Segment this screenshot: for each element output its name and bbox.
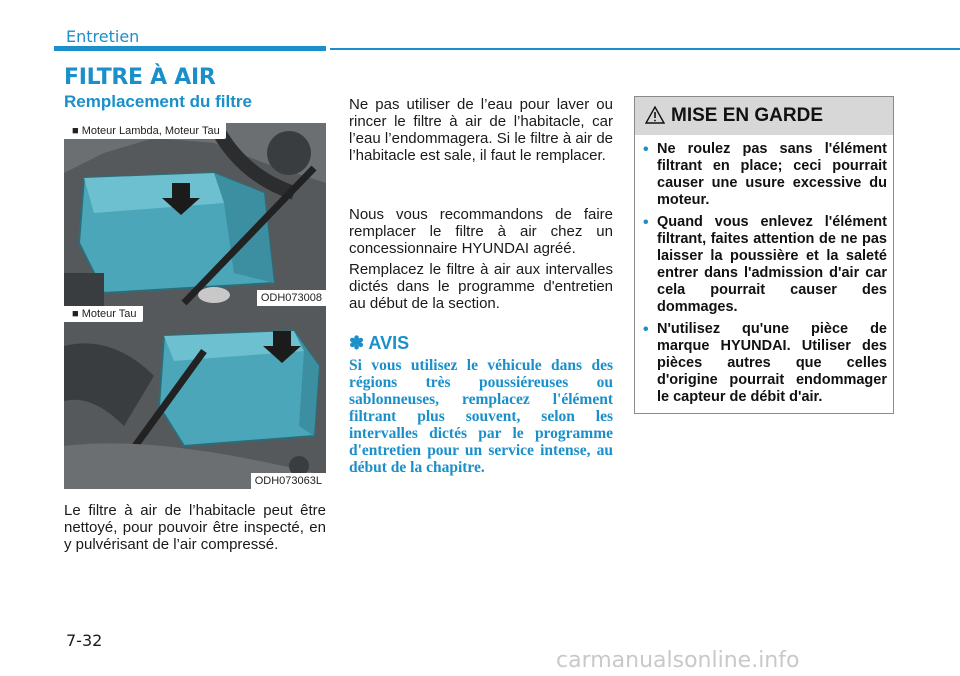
caution-title: MISE EN GARDE (671, 105, 824, 126)
figure-caption: ■ Moteur Tau (64, 306, 143, 322)
caution-header (635, 97, 893, 135)
page-title: FILTRE À AIR (64, 65, 216, 90)
figure-engine-lambda-tau (64, 123, 326, 306)
page-number: 7-32 (66, 631, 103, 650)
cleaning-paragraph: Le filtre à air de l’habitacle peut être nettoyé, pour pouvoir être inspecté, en y pulvérisant de l’air compressé. (64, 502, 326, 553)
paragraph-no-water: Ne pas utiliser de l’eau pour laver ou rincer le filtre à air de l’habitacle, car l’eau l’endommagera. Si le filtre à air de l’habitacle est sale, il faut le remplacer. (349, 96, 613, 164)
engine-bay-illustration (64, 123, 326, 306)
caution-box (634, 96, 894, 414)
paragraph-dealer: Nous vous recommandons de faire remplacer le filtre à air chez un concessionnaire HYUNDAI agréé. (349, 206, 613, 257)
caution-item: • Ne roulez pas sans l'élément filtrant en place; ceci pourrait causer une usure excessive du moteur. (643, 141, 887, 209)
figure-code: ODH073008 (257, 290, 326, 306)
avis-heading: ✽ AVIS (349, 333, 410, 353)
figure-caption: ■ Moteur Lambda, Moteur Tau (64, 123, 226, 139)
caution-list (643, 141, 887, 411)
caution-item: • N'utilisez qu'une pièce de marque HYUNDAI. Utiliser des pièces autres que celles d'origine pourrait endommager le capteur de débit d'air. (643, 321, 887, 406)
figure-code: ODH073063L (251, 473, 326, 489)
avis-text: Si vous utilisez le véhicule dans des régions très poussiéreuses ou sablonneuses, remplacez l'élément filtrant plus souvent, selon les intervalles dictés par le programme d'entretien pour un service intense, au début de la chapitre. (349, 357, 613, 476)
header-rule-thin (330, 48, 960, 50)
watermark: carmanualsonline.info (556, 648, 800, 673)
caution-item: • Quand vous enlevez l'élément filtrant, faites attention de ne pas laisser la poussière et la saleté entrer dans l'admission d'air car cela pourrait causer des dommages. (643, 214, 887, 316)
paragraph-intervals: Remplacez le filtre à air aux intervalles dictés dans le programme d'entretien au début de la section. (349, 261, 613, 312)
engine-bay-illustration (64, 306, 326, 489)
warning-triangle-icon (645, 106, 665, 124)
section-header: Entretien (66, 27, 140, 46)
figure-engine-tau (64, 306, 326, 489)
header-rule-thick (54, 46, 326, 51)
section-subtitle: Remplacement du filtre (64, 92, 252, 111)
